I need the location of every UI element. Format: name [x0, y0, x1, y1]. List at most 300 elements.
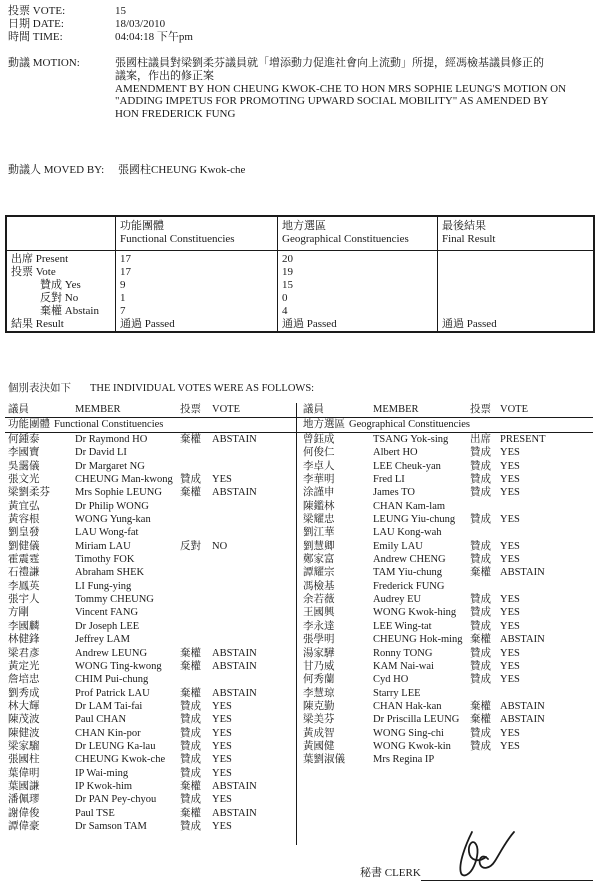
- member-name-zh: 余若薇: [303, 594, 335, 606]
- member-vote-zh: 贊成: [180, 474, 201, 486]
- time-value: 04:04:18 下午pm: [115, 31, 193, 43]
- member-vote-zh: 贊成: [470, 474, 491, 486]
- member-vote-en: YES: [500, 674, 520, 686]
- member-name-en: LI Fung-ying: [75, 580, 132, 592]
- member-name-zh: 林大輝: [8, 700, 40, 712]
- member-vote-zh: 贊成: [470, 607, 491, 619]
- geographical-list-header: [297, 402, 593, 418]
- member-row: [5, 753, 296, 766]
- member-row: [5, 807, 296, 820]
- member-name-en: Ronny TONG: [373, 647, 433, 659]
- member-vote-en: [212, 593, 296, 606]
- member-name-en: James TO: [373, 487, 415, 499]
- member-row: [5, 513, 296, 526]
- member-name-zh: 湯家驊: [303, 647, 335, 659]
- summary-functional-value: 1: [120, 292, 126, 304]
- member-row: [297, 647, 593, 660]
- member-name-zh: 劉健儀: [8, 540, 40, 552]
- member-name-en: Paul TSE: [75, 807, 115, 819]
- member-name-zh: 吳靄儀: [8, 460, 40, 472]
- moved-by-label: 動議人 MOVED BY:: [8, 164, 105, 176]
- member-name-en: IP Kwok-him: [75, 780, 133, 792]
- member-name-zh: 詹培忠: [8, 674, 40, 686]
- member-name-en: Miriam LAU: [75, 540, 131, 552]
- member-name-en: Timothy FOK: [75, 554, 135, 566]
- vote-zh-column-header: 投票: [470, 404, 491, 415]
- member-vote-en: [500, 687, 593, 700]
- member-name-en: Dr David LI: [75, 447, 127, 459]
- member-row: [5, 673, 296, 686]
- member-vote-en: ABSTAIN: [212, 660, 257, 672]
- summary-geographical-value: 20: [282, 253, 293, 265]
- member-name-zh: 石禮謙: [8, 567, 40, 579]
- member-name-zh: 涂謹申: [303, 487, 335, 499]
- member-name-en: Cyd HO: [373, 674, 409, 686]
- member-row: [5, 647, 296, 660]
- member-vote-en: ABSTAIN: [212, 434, 257, 445]
- member-name-zh: 黃容根: [8, 514, 40, 526]
- member-row: [5, 793, 296, 806]
- member-vote-en: YES: [212, 727, 232, 739]
- member-vote-zh: 棄權: [180, 647, 201, 659]
- member-name-en: Dr PAN Pey-chyou: [75, 794, 157, 806]
- member-name-en: Dr Joseph LEE: [75, 620, 140, 632]
- member-name-zh: 李華明: [303, 474, 335, 486]
- member-name-zh: 劉秀成: [8, 687, 40, 699]
- member-name-en: Mrs Sophie LEUNG: [75, 487, 162, 499]
- member-row: [5, 767, 296, 780]
- member-name-en: Fred LI: [373, 474, 405, 486]
- member-name-zh: 葉偉明: [8, 767, 40, 779]
- member-vote-zh: [470, 753, 500, 766]
- member-name-en: Dr Raymond HO: [75, 434, 148, 445]
- summary-row-label: 投票 Vote: [11, 266, 56, 278]
- member-vote-en: PRESENT: [500, 434, 546, 445]
- member-vote-en: [500, 580, 593, 593]
- member-vote-en: [212, 673, 296, 686]
- member-vote-zh: 棄權: [470, 634, 491, 646]
- member-vote-en: YES: [500, 727, 520, 739]
- member-name-en: Paul CHAN: [75, 714, 127, 726]
- member-vote-zh: 贊成: [180, 740, 201, 752]
- functional-section-zh: 功能團體: [8, 419, 50, 430]
- summary-final-value: [438, 305, 593, 318]
- member-name-zh: 何鍾泰: [8, 434, 40, 445]
- member-vote-en: [212, 526, 296, 539]
- summary-header-row: [7, 217, 593, 251]
- member-name-en: IP Wai-ming: [75, 767, 129, 779]
- member-vote-en: [212, 513, 296, 526]
- member-vote-zh: [180, 580, 212, 593]
- member-vote-en: YES: [500, 460, 520, 472]
- summary-row-label: 棄權 Abstain: [40, 305, 99, 317]
- member-vote-en: ABSTAIN: [212, 780, 257, 792]
- member-name-en: LAU Kong-wah: [373, 527, 442, 539]
- member-name-zh: 黃成智: [303, 727, 335, 739]
- member-row: [297, 566, 593, 579]
- member-vote-zh: 贊成: [180, 727, 201, 739]
- member-name-en: WONG Ting-kwong: [75, 660, 162, 672]
- member-name-zh: 李卓人: [303, 460, 335, 472]
- motion-en-line1: AMENDMENT BY HON CHEUNG KWOK-CHE TO HON MRS SOPHIE LEUNG'S MOTION ON: [115, 82, 567, 95]
- member-vote-en: YES: [500, 740, 520, 752]
- member-row: [297, 540, 593, 553]
- member-vote-zh: 贊成: [470, 540, 491, 552]
- summary-final-column: [437, 251, 593, 331]
- member-row: [297, 553, 593, 566]
- summary-geographical-value: 4: [282, 305, 288, 317]
- member-vote-zh: 贊成: [180, 767, 201, 779]
- member-row: [297, 526, 593, 539]
- member-vote-zh: [470, 580, 500, 593]
- member-name-zh: 梁耀忠: [303, 514, 335, 526]
- member-vote-zh: [180, 633, 212, 646]
- member-vote-zh: 棄權: [470, 714, 491, 726]
- member-vote-zh: 贊成: [470, 740, 491, 752]
- summary-header-geographical: [277, 217, 437, 250]
- member-row: [297, 660, 593, 673]
- summary-final-value: 通過 Passed: [442, 318, 497, 330]
- member-vote-zh: [180, 673, 212, 686]
- member-name-en: LAU Wong-fat: [75, 527, 139, 539]
- summary-row-label: 出席 Present: [11, 253, 69, 265]
- functional-member-rows: [5, 433, 296, 833]
- member-vote-en: YES: [212, 474, 232, 486]
- member-vote-zh: 棄權: [180, 687, 201, 699]
- member-vote-zh: [180, 566, 212, 579]
- member-vote-zh: 反對: [180, 540, 201, 552]
- vote-meta: [8, 5, 568, 44]
- member-name-en: TSANG Yok-sing: [373, 434, 449, 445]
- member-name-en: WONG Yung-kan: [75, 514, 151, 526]
- member-row: [5, 540, 296, 553]
- date-value: 18/03/2010: [115, 18, 166, 30]
- geographical-section-zh: 地方選區: [303, 419, 345, 430]
- functional-list-header: [5, 402, 296, 418]
- motion-block: [8, 57, 594, 121]
- summary-row-label: 贊成 Yes: [40, 279, 81, 291]
- member-vote-en: ABSTAIN: [500, 567, 545, 579]
- member-vote-en: YES: [212, 740, 232, 752]
- member-vote-zh: 贊成: [470, 554, 491, 566]
- member-vote-zh: [180, 526, 212, 539]
- member-vote-en: YES: [212, 754, 232, 766]
- member-vote-zh: [470, 526, 500, 539]
- member-vote-en: YES: [500, 554, 520, 566]
- member-name-en: Emily LAU: [373, 540, 423, 552]
- member-name-en: WONG Sing-chi: [373, 727, 444, 739]
- geographical-section-title: [297, 418, 593, 433]
- summary-header-functional-en: Functional Constituencies: [120, 233, 235, 245]
- member-vote-en: YES: [500, 594, 520, 606]
- member-vote-zh: 贊成: [470, 514, 491, 526]
- member-row: [297, 687, 593, 700]
- member-vote-en: YES: [500, 620, 520, 632]
- member-vote-en: YES: [212, 794, 232, 806]
- member-vote-zh: [180, 553, 212, 566]
- member-vote-en: [212, 633, 296, 646]
- member-name-zh: 張文光: [8, 474, 40, 486]
- member-vote-zh: [180, 620, 212, 633]
- member-vote-zh: 贊成: [470, 674, 491, 686]
- member-row: [5, 486, 296, 499]
- summary-geographical-value: 15: [282, 279, 293, 291]
- member-vote-zh: 出席: [470, 434, 491, 445]
- member-row: [297, 713, 593, 726]
- member-vote-en: ABSTAIN: [212, 647, 257, 659]
- member-name-zh: 葉國謙: [8, 780, 40, 792]
- member-name-zh: 譚耀宗: [303, 567, 335, 579]
- member-row: [5, 606, 296, 619]
- member-name-zh: 譚偉豪: [8, 820, 40, 832]
- member-name-en: Mrs Regina IP: [373, 754, 435, 766]
- member-name-zh: 林健鋒: [8, 634, 40, 646]
- member-name-zh: 謝偉俊: [8, 807, 40, 819]
- member-name-en: Dr Philip WONG: [75, 500, 149, 512]
- member-name-zh: 李國麟: [8, 620, 40, 632]
- summary-body: [7, 251, 593, 331]
- clerk-signature-icon: [438, 828, 548, 878]
- member-vote-en: ABSTAIN: [212, 687, 257, 699]
- member-name-en: Tommy CHEUNG: [75, 594, 154, 606]
- member-vote-zh: [180, 460, 212, 473]
- member-name-zh: 方剛: [8, 607, 29, 619]
- member-row: [5, 526, 296, 539]
- member-vote-en: ABSTAIN: [500, 634, 545, 646]
- member-vote-zh: 贊成: [470, 727, 491, 739]
- member-row: [297, 727, 593, 740]
- summary-header-final-en: Final Result: [442, 233, 496, 245]
- member-row: [5, 633, 296, 646]
- member-row: [297, 513, 593, 526]
- motion-zh-line1: 張國柱議員對梁劉柔芬議員就「增添動力促進社會向上流動」所提，經馮檢基議員修正的: [115, 57, 544, 69]
- summary-final-value: [438, 292, 593, 305]
- member-name-en: Abraham SHEK: [75, 567, 145, 579]
- summary-row-label: 結果 Result: [11, 318, 64, 330]
- member-row: [5, 820, 296, 833]
- member-name-zh: 梁君彥: [8, 647, 40, 659]
- summary-geographical-value: 0: [282, 292, 288, 304]
- member-name-en: Dr Samson TAM: [75, 820, 147, 832]
- member-name-en: CHEUNG Kwok-che: [75, 754, 166, 766]
- member-vote-en: NO: [212, 540, 228, 552]
- member-vote-en: [500, 500, 593, 513]
- member-row: [5, 620, 296, 633]
- member-en-column-header: MEMBER: [373, 404, 419, 415]
- member-vote-zh: [180, 606, 212, 619]
- vote-en-column-header: VOTE: [500, 404, 528, 415]
- summary-functional-value: 17: [120, 266, 131, 278]
- member-vote-en: YES: [500, 487, 520, 499]
- member-row: [5, 500, 296, 513]
- member-row: [5, 727, 296, 740]
- summary-functional-column: [115, 251, 277, 331]
- member-row: [5, 713, 296, 726]
- member-row: [297, 753, 593, 766]
- member-name-zh: 李國寶: [8, 447, 40, 459]
- geographical-section-en: Geographical Constituencies: [349, 419, 471, 430]
- member-name-en: Dr LEUNG Ka-lau: [75, 740, 156, 752]
- member-vote-en: YES: [212, 820, 232, 832]
- member-name-en: WONG Kwok-hing: [373, 607, 457, 619]
- member-row: [297, 740, 593, 753]
- member-zh-column-header: 議員: [303, 404, 324, 415]
- member-name-zh: 劉慧卿: [303, 540, 335, 552]
- member-row: [5, 580, 296, 593]
- moved-by-block: [8, 164, 568, 177]
- member-name-en: Andrew CHENG: [373, 554, 446, 566]
- member-vote-zh: 棄權: [470, 700, 491, 712]
- member-row: [297, 473, 593, 486]
- summary-final-value: [438, 253, 593, 266]
- vote-number-value: 15: [115, 5, 126, 17]
- member-vote-en: [500, 753, 593, 766]
- member-row: [297, 606, 593, 619]
- member-name-zh: 陳克勤: [303, 700, 335, 712]
- member-name-zh: 曾鈺成: [303, 434, 335, 445]
- member-name-zh: 霍震霆: [8, 554, 40, 566]
- member-vote-zh: 棄權: [180, 660, 201, 672]
- member-vote-zh: 贊成: [180, 754, 201, 766]
- summary-header-final: [437, 217, 593, 250]
- member-name-zh: 梁美芬: [303, 714, 335, 726]
- member-row: [5, 566, 296, 579]
- member-vote-en: ABSTAIN: [212, 807, 257, 819]
- member-name-en: CHAN Kam-lam: [373, 500, 446, 512]
- member-name-en: Prof Patrick LAU: [75, 687, 150, 699]
- vote-en-column-header: VOTE: [212, 404, 240, 415]
- member-vote-zh: 贊成: [470, 620, 491, 632]
- member-row: [297, 700, 593, 713]
- member-vote-en: [212, 620, 296, 633]
- functional-section-en: Functional Constituencies: [54, 419, 164, 430]
- member-vote-en: [212, 460, 296, 473]
- member-vote-zh: [180, 446, 212, 459]
- member-row: [297, 446, 593, 459]
- member-name-en: Vincent FANG: [75, 607, 139, 619]
- member-row: [5, 593, 296, 606]
- member-row: [5, 687, 296, 700]
- motion-label: 動議 MOTION:: [8, 57, 80, 69]
- member-vote-en: YES: [212, 700, 232, 712]
- summary-functional-value: 通過 Passed: [120, 318, 175, 330]
- member-vote-en: ABSTAIN: [212, 487, 257, 499]
- member-vote-zh: 贊成: [470, 487, 491, 499]
- member-vote-en: YES: [500, 447, 520, 459]
- individual-heading-zh: 個別表決如下: [8, 383, 71, 394]
- summary-header-functional: [115, 217, 277, 250]
- member-vote-zh: 棄權: [180, 780, 201, 792]
- time-label: 時間 TIME:: [8, 31, 63, 43]
- member-row: [5, 433, 296, 446]
- member-name-zh: 黃國健: [303, 740, 335, 752]
- member-name-zh: 黃宜弘: [8, 500, 40, 512]
- member-vote-zh: 棄權: [180, 434, 201, 445]
- member-vote-zh: [180, 513, 212, 526]
- clerk-label: 秘書 CLERK: [360, 867, 421, 879]
- motion-text: [115, 57, 594, 121]
- member-vote-en: YES: [500, 540, 520, 552]
- motion-en-line2: "ADDING IMPETUS FOR PROMOTING UPWARD SOCIAL MOBILITY" AS AMENDED BY: [115, 95, 549, 108]
- member-row: [5, 660, 296, 673]
- member-row: [5, 780, 296, 793]
- summary-functional-value: 17: [120, 253, 131, 265]
- member-row: [297, 673, 593, 686]
- member-vote-zh: 贊成: [470, 460, 491, 472]
- member-name-en: Andrew LEUNG: [75, 647, 148, 659]
- motion-zh-line2: 議案，作出的修正案: [115, 69, 214, 82]
- member-name-en: Albert HO: [373, 447, 418, 459]
- member-name-en: Dr LAM Tai-fai: [75, 700, 143, 712]
- member-name-en: CHEUNG Man-kwong: [75, 474, 173, 486]
- summary-functional-value: 9: [120, 279, 126, 291]
- member-name-zh: 何秀蘭: [303, 674, 335, 686]
- member-name-en: WONG Kwok-kin: [373, 740, 451, 752]
- functional-votes-list: [5, 402, 296, 833]
- geographical-votes-list: [297, 402, 593, 767]
- member-name-en: LEUNG Yiu-chung: [373, 514, 456, 526]
- member-vote-zh: 贊成: [470, 660, 491, 672]
- member-name-en: Starry LEE: [373, 687, 421, 699]
- date-row: [8, 18, 568, 31]
- member-name-zh: 劉皇發: [8, 527, 40, 539]
- summary-geographical-column: [277, 251, 437, 331]
- member-vote-zh: 棄權: [180, 487, 201, 499]
- member-vote-en: [500, 526, 593, 539]
- member-name-zh: 劉江華: [303, 527, 335, 539]
- summary-header-empty: [7, 217, 115, 250]
- member-name-zh: 李永達: [303, 620, 335, 632]
- member-name-zh: 李慧琼: [303, 687, 335, 699]
- member-vote-en: YES: [212, 714, 232, 726]
- member-vote-en: YES: [500, 474, 520, 486]
- member-name-en: Dr Margaret NG: [75, 460, 145, 472]
- member-name-zh: 李鳳英: [8, 580, 40, 592]
- member-name-zh: 張國柱: [8, 754, 40, 766]
- member-name-zh: 鄭家富: [303, 554, 335, 566]
- member-name-en: CHEUNG Hok-ming: [373, 634, 463, 646]
- member-name-zh: 梁家騮: [8, 740, 40, 752]
- member-vote-zh: [180, 593, 212, 606]
- member-vote-en: [212, 580, 296, 593]
- member-en-column-header: MEMBER: [75, 404, 121, 415]
- member-vote-en: YES: [500, 647, 520, 659]
- vote-zh-column-header: 投票: [180, 404, 201, 415]
- summary-geographical-value: 通過 Passed: [282, 318, 337, 330]
- member-vote-en: YES: [212, 767, 232, 779]
- member-row: [5, 700, 296, 713]
- member-vote-en: YES: [500, 607, 520, 619]
- summary-geographical-value: 19: [282, 266, 293, 278]
- member-name-zh: 何俊仁: [303, 447, 335, 459]
- member-name-zh: 黃定光: [8, 660, 40, 672]
- member-row: [5, 446, 296, 459]
- member-name-zh: 甘乃威: [303, 660, 335, 672]
- geographical-member-rows: [297, 433, 593, 767]
- member-vote-zh: 贊成: [180, 714, 201, 726]
- functional-section-title: [5, 418, 296, 433]
- member-vote-zh: [470, 500, 500, 513]
- summary-final-value: [438, 266, 593, 279]
- member-vote-zh: [470, 687, 500, 700]
- member-name-zh: 陳鑑林: [303, 500, 335, 512]
- time-row: [8, 31, 568, 44]
- member-name-zh: 潘佩璆: [8, 794, 40, 806]
- member-vote-en: [212, 446, 296, 459]
- member-name-zh: 張學明: [303, 634, 335, 646]
- individual-heading-en: THE INDIVIDUAL VOTES WERE AS FOLLOWS:: [90, 383, 315, 394]
- member-name-zh: 梁劉柔芬: [8, 487, 50, 499]
